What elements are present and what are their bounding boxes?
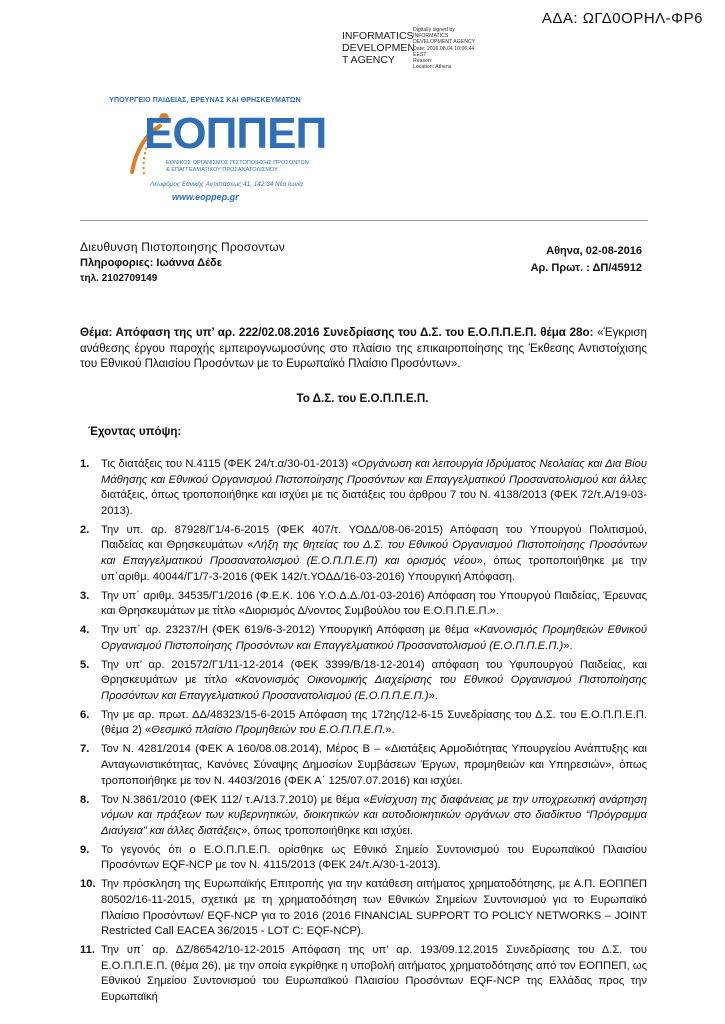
list-item-number: 10. [80, 878, 96, 891]
list-item-italic-text: Κανονισμός Προμηθειών Εθνικού Οργανισμού Πιστοποίησης Προσόντων και Επαγγελματικού Προσανατολισμού (Ε.Ο.Π.Π.Ε.Π.) [101, 624, 647, 652]
signature-line: EEST [413, 51, 427, 58]
list-item [80, 843, 647, 874]
considering-heading: Έχοντας υπόψη: [88, 425, 182, 438]
list-item-text: Την πρόσκληση της Ευρωπαϊκής Επιτροπής για την κατάθεση αιτήματος χρηματοδότησης, με Α.Π. ΕΟΠΠΕΠ 80502/16-11-2015, σχετικά με τη χρηματοδότηση των Εθνικών Σημείων Συντονισμού για το Ευρωπαϊκό Πλαίσιο Προσόντων/ EQF-NCP για το 2016 (2016 FINANCIAL SUPPORT TO POLICY NETWORKS – JOINT Restricted Call EACEA 36/2015 - LOT C: EQF-NCP). [101, 878, 647, 938]
list-item-text: Το γεγονός ότι ο Ε.Ο.Π.Π.Ε.Π. ορίσθηκε ως Εθνικό Σημείο Συντονισμού του Ευρωπαϊκού Πλαισίου Προσόντων EQF-NCP με τον Ν. 4115/2013 (ΦΕΚ 24/τ.Α/30-1-2013). [101, 843, 647, 872]
subject-heading: Θέμα: Απόφαση της υπ’ αρ. 222/02.08.2016 Συνεδρίασης του Δ.Σ. του Ε.Ο.Π.Π.Ε.Π. θέμα 28ο: [80, 326, 594, 339]
list-item-number: 2. [80, 523, 90, 536]
signature-line: Date: 2016.08.04 10:06:44 [413, 45, 475, 52]
list-item-text: Την υπ΄ αρ. ΔΖ/86542/10-12-2015 Απόφαση της υπ’ αρ. 193/09.12.2015 Συνεδρίασης του Δ.Σ. του Ε.Ο.Π.Π.Ε.Π. (θέμα 26), με την οποία εγκρίθηκε η υποβολή αιτήματος χρηματοδότησης από τον ΕΟΠΠΕΠ, ως Εθνικού Σημείου Συντονισμού του Ευρωπαϊκού Πλαισίου Προσόντων EQF-NCP της Ελλάδας προς την Ευρωπαϊκή [101, 944, 647, 1003]
list-item-number: 4. [80, 624, 90, 637]
list-item [80, 658, 647, 705]
signing-agency [342, 30, 415, 66]
list-item-number: 9. [80, 843, 90, 856]
list-item-number: 1. [80, 458, 90, 470]
digital-signature [413, 27, 475, 70]
considerations-list [80, 457, 647, 1009]
list-item-italic-text: Θεσμικό πλαίσιο Προμηθειών του Ε.Ο.Π.Π.Ε.Π. [151, 724, 386, 737]
ministry-name: ΥΠΟΥΡΓΕΙΟ ΠΑΙΔΕΙΑΣ, ΕΡΕΥΝΑΣ ΚΑΙ ΘΡΗΣΚΕΥΜΑΤΩΝ [109, 97, 301, 104]
list-item-text: Την υπ΄ αριθμ. 34535/Γ1/2016 (Φ.Ε.Κ. 106 Υ.Ο.Δ.Δ./01-03-2016) Απόφαση του Υπουργού Παιδείας, Έρευνας και Θρησκευμάτων με τίτλο «Διορισμός Δ/νοντος Συμβούλου του Ε.Ο.Π.Π.Ε.Π.». [101, 589, 647, 618]
logo-wordmark: ΕΟΠΠΕΠ [144, 109, 327, 158]
board-title: Το Δ.Σ. του Ε.Ο.Π.Π.Ε.Π. [296, 392, 429, 405]
logo-subtitle-line: & ΕΠΑΓΓΕΛΜΑΤΙΚΟΥ ΠΡΟΣΑΝΑΤΟΛΙΣΜΟΥ [166, 167, 278, 173]
list-item-text: ». [428, 689, 438, 702]
list-item [80, 457, 647, 519]
subject-text: «Έγκριση ανάθεσης έργου παροχής εμπειρογνωμοσύνης στο πλαίσιο της επικαιροποίησης της Έκθεσης Αντιστοίχισης του Εθνικού Πλαισίου Προσόντων με το Ευρωπαϊκό Πλαίσιο Προσόντων». [80, 326, 647, 370]
list-item-text: Τον Ν.3861/2010 (ΦΕΚ 112/ τ.Α/13.7.2010) με θέμα « [101, 793, 370, 806]
list-item-number: 11. [80, 944, 95, 957]
list-item [80, 742, 647, 789]
logo-subtitle [166, 160, 309, 174]
list-item-number: 8. [80, 793, 90, 806]
agency-line: DEVELOPMEN [342, 42, 415, 54]
list-item-text: Τον Ν. 4281/2014 (ΦΕΚ Α 160/08.08.2014), Μέρος Β – «Διατάξεις Αρμοδιότητας Υπουργείου Ανάπτυξης και Ανταγωνιστικότητας, Κανόνες Σύναψης Δημοσίων Συμβάσεων Έργων, προμηθειών και Υπηρεσιών», όπως τροποποιήθηκε με τον Ν. 4403/2016 (ΦΕΚ Α΄ 125/07.07.2016) και ισχύει. [101, 743, 647, 787]
signature-line: Location: Athens [413, 64, 452, 71]
document-date: Αθηνα, 02-08-2016 [546, 245, 642, 257]
list-item-text: ». [563, 639, 573, 652]
list-item-number: 6. [80, 708, 90, 721]
signature-line: DEVELOPMENT AGENCY [413, 39, 476, 46]
ada-code: ΑΔΑ: ΩΓΔ0ΟΡΗΛ-ΦΡ6 [541, 10, 703, 27]
list-item [80, 589, 647, 620]
list-item-text: Την υπ’ αρ. 201572/Γ1/11-12-2014 (ΦΕΚ 3399/Β/18-12-2014) απόφαση του Υφυπουργού Παιδείας, και Θρησκευμάτων με τίτλο « [101, 658, 647, 687]
list-item-italic-text: Κανονισμός Οικονομικής Διαχείρισης του Εθνικού Οργανισμού Πιστοποίησης Προσόντων και Επαγγελματικού Προσανατολισμού (Ε.Ο.Π.Π.Ε.Π.) [101, 674, 647, 702]
list-item [80, 793, 647, 840]
list-item-number: 7. [80, 743, 90, 756]
signature-line: INFORMATICS [413, 33, 449, 40]
eoppep-logo [90, 92, 327, 212]
list-item-number: 5. [80, 658, 90, 671]
contact-info: Πληροφοριες: Ιωάννα Δέδε [80, 257, 222, 269]
list-item-italic-text: Οργάνωση και λειτουργία Ιδρύματος Νεολαίας και Δια Βίου Μάθησης και Εθνικού Οργανισμού Πιστοποίησης Προσόντων και Επαγγελματικού Προσανατολισμού και άλλες [101, 458, 647, 486]
subject-paragraph [80, 325, 647, 372]
agency-line: INFORMATICS [342, 30, 414, 42]
list-item [80, 877, 647, 939]
list-item-text: », όπως τροποποιήθηκε και ισχύει. [241, 824, 413, 837]
signature-line: Digitally signed by [413, 27, 455, 33]
list-item [80, 708, 647, 739]
agency-line: T AGENCY [342, 54, 395, 66]
list-item [80, 943, 647, 1005]
list-item [80, 523, 647, 585]
list-item-text: διατάξεις, όπως τροποποιήθηκε και ισχύει με τις διατάξεις του άρθρου 7 του Ν. 4138/2013 (ΦΕΚ 72/τ.Α/19-03-2013). [101, 489, 647, 517]
signature-line: Reason: [413, 58, 433, 65]
header-divider [80, 220, 648, 221]
list-item-italic-text: Ενίσχυση της διαφάνειας με την υποχρεωτική ανάρτηση νόμων και πράξεων των κυβερνητικών, διοικητικών και αυτοδιοικητικών οργάνων στο διαδίκτυο “Πρόγραμμα Διαύγεια” και άλλες διατάξεις [101, 793, 648, 837]
contact-phone: τηλ. 2102709149 [80, 273, 158, 284]
list-item-text: Την υπ΄ αρ. 23237/Η (ΦΕΚ 619/6-3-2012) Υπουργική Απόφαση με θέμα « [101, 624, 480, 637]
logo-address: Λεωφόρος Εθνικής Αντιστάσεως 41, 142 34 Νέα Ιωνία [150, 181, 303, 188]
logo-website: www.eoppep.gr [172, 192, 239, 202]
list-item-text: », όπως τροποποιήθηκε με την υπ΄αριθμ. 40044/Γ1/7-3-2016 (ΦΕΚ 142/τ.ΥΟΔΔ/16-03-2016) Υπουργική Απόφαση. [101, 554, 647, 583]
list-item-text: Την με αρ. πρωτ. ΔΔ/48323/15-6-2015 Απόφαση της 172ης/12-6-15 Συνεδρίασης του Δ.Σ. του Ε.Ο.Π.Π.Ε.Π. (θέμα 2) « [101, 708, 647, 737]
department-name: Διευθυνση Πιστοποιησης Προσοντων [80, 240, 285, 254]
list-item-text: ». [385, 724, 395, 737]
list-item-italic-text: Λήξη της θητείας του Δ.Σ. του Εθνικού Οργανισμού Πιστοποίησης Προσόντων και Επαγγελματικού Προσανατολισμού (Ε.Ο.Π.Π.Ε.Π) και ορισμός νέου [101, 539, 647, 567]
list-item-text: Τις διατάξεις του Ν.4115 (ΦΕΚ 24/τ.α/30-01-2013) « [101, 458, 358, 470]
logo-subtitle-line: ΕΘΝΙΚΟΣ ΟΡΓΑΝΙΣΜΟΣ ΠΙΣΤΟΠΟΙΗΣΗΣ ΠΡΟΣΟΝΤΩΝ [166, 160, 309, 166]
protocol-number: Αρ. Πρωτ. : ΔΠ/45912 [530, 262, 642, 274]
list-item [80, 623, 647, 654]
list-item-text: Την υπ. αρ. 87928/Γ1/4-6-2015 (ΦΕΚ 407/τ. ΥΟΔΔ/08-06-2015) Απόφαση του Υπουργού Πολιτισμού, Παιδείας και Θρησκευμάτων « [101, 523, 647, 552]
list-item-number: 3. [80, 589, 90, 602]
